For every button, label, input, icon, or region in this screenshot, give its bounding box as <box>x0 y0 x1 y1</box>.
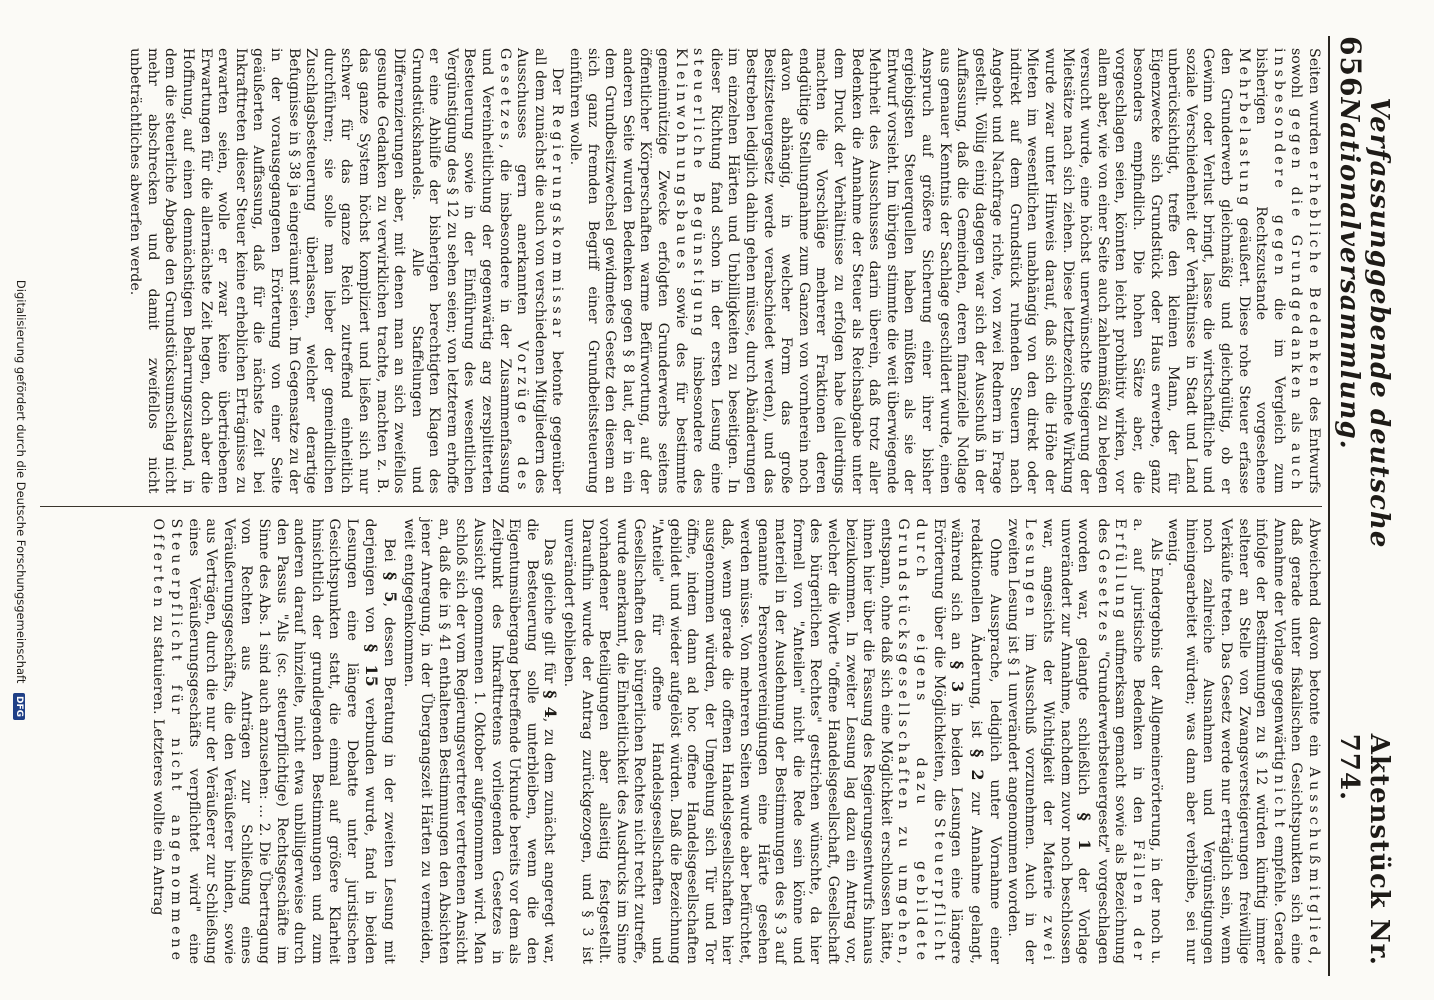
digitization-note <box>13 0 28 1000</box>
text-run: Ohne Aussprache, lediglich unter Vornahme einer redaktionellen Änderung, ist <box>967 518 1004 964</box>
running-title: Verfassunggebende deutsche Nationalversammlung. <box>1334 97 1394 549</box>
spaced-emphasis: Steuerpflicht für nicht angenommene Offerten <box>150 518 184 964</box>
text-run: , entspann, ohne daß sich eine Möglichkeit erschlossen hätte, ihnen hier über die Fassung des Regierungsentwurfs hinaus beizukommen. In zweiter Lesung lag dazu ein Antrag vor, welcher die Worte "offene Handelsgesellschaft, Gesellschaft des bürgerlichen Rechtes" gestrichen wünschte, da hier formell von "Anteilen" nicht die Rede sein könne und materiell in der Ausdehnung der Bestimmungen des § 3 auf genannte Personenvereinigungen eine Härte gesehen werden müsse. Von mehreren Seiten wurde aber befürchtet, daß, wenn gerade die offenen Handelsgesellschaften hier ausgenommen würden, der Umgehung sich Tür und Tor öffne, indem dann ad hoc offene Handelsgesellschaften gebildet und wieder aufgelöst würden. Daß die Bezeichnung "Anteile" für offene Handelsgesellschaften und Gesellschaften des bürgerlichen Rechtes nicht recht zutreffe, wurde anerkannt, die Einheitlichkeit des Ausdrucks im Sinne vorhandener Beteiligungen aber allseitig festgestellt. Daraufhin wurde der Antrag zurückgezogen, und § 3 ist unverändert geblieben. <box>561 518 912 964</box>
text-run: betonte gegenüber all dem zunächst die auch von verschiedenen Mitgliedern des Ausschusses gern anerkannten <box>514 48 566 494</box>
text-run: Der <box>549 67 566 105</box>
section-ref: § 5 <box>381 571 401 603</box>
text-run: Das gleiche gilt für <box>541 538 558 691</box>
spaced-emphasis: Mehrbelastung <box>1235 48 1252 210</box>
left-column <box>40 36 1322 506</box>
text-run: des Entwurfs sowohl <box>1288 48 1322 494</box>
paragraph <box>559 519 1003 965</box>
text-run: zur Annahme gelangt, während sich an <box>948 518 984 964</box>
paragraph <box>1164 519 1322 965</box>
spaced-emphasis: steuerliche Begünstigung <box>690 48 707 341</box>
text-run: geäußert. Diese rohe Steuer erfasse den Grunderwerb gleichmäßig und gleichgültig, ob er Gewinn oder Verlust bringt, lasse die wirtschaftliche und soziale Verschiedenheit der Verhältnisse in Stadt und Land unberücksichtigt, treffe den kleinen Mann, der für Eigenzwecke sich Grundstück oder Haus erwerbe, ganz besonders empfindlich. Die hohen Sätze aber, die vorgeschlagen seien, könnten leicht prohibitiv wirken, vor allem aber, wie von einer Seite auch zahlenmäßig zu belegen versucht wurde, eine höchst unerwünschte Steigerung der Mietsätze nach sich ziehen. Diese letztbezeichnete Wirkung wurde zwar unter Hinweis darauf, daß sich die Höhe der Mieten im wesentlichen unabhängig von den direkt oder indirekt auf dem Grundstück ruhenden Steuern nach Angebot und Nachfrage richte, von zwei Rednern in Frage gestellt. Völlig einig dagegen war sich der Ausschuß in der Auffassung, daß die Gemeinden, deren finanzielle Notlage aus genauer Kenntnis der Sachlage geschildert wurde, einen Anspruch auf größere Sicherung einer ihrer bisher ergiebigsten Steuerquellen haben müßten als sie der Entwurf vorsieht. Im übrigen stimmte die weit überwiegende Mehrheit des Ausschusses darin überein, daß trotz aller Bedenken die Annahme der Steuer als Reichsabgabe unter dem Druck der Verhältnisse zu erfolgen habe (allerdings machten die Vorschläge mehrerer Fraktionen deren endgültige Stellungnahme zum Ganzen von vornherein noch davon abhängig, in welcher Form das große Besitzsteuergesetz werde verabschiedet werden), und das Bestreben lediglich dahin gehen müsse, durch Abänderungen im einzelnen Härten und Unbilligkeiten zu beseitigen. In dieser Richtung fand schon in der ersten Lesung eine <box>707 48 1252 494</box>
paragraph <box>149 519 399 965</box>
text-run: insbesondere des <box>690 340 707 494</box>
section-ref: § 2 <box>967 748 987 781</box>
text-run: , daß gerade unter fiskalischen Gesichtspunkten sich eine Annahme der Vorlage gegenwärtig <box>1270 518 1322 964</box>
spaced-emphasis: Fällen der Erfüllung <box>1112 518 1147 964</box>
text-run: Als Endergebnis der Allgemeinerörterung, in der noch u. a. auf juristische Bedenken in den <box>1130 518 1164 964</box>
spaced-emphasis: Kleinwohnungsbaues <box>672 48 689 273</box>
spaced-emphasis: Vorzüge des Gesetzes <box>496 48 531 494</box>
right-column <box>40 506 1322 977</box>
spaced-emphasis: auch insbesondere gegen <box>1270 48 1305 494</box>
spaced-emphasis: zwei Lesungen <box>1022 518 1057 964</box>
spaced-emphasis: Steuerpflicht durch eigens dazu gebildete Grundstücksgesellschaften zu umgehen <box>895 518 947 964</box>
text-run: Bei <box>381 538 398 572</box>
spaced-emphasis: Gesetzes <box>1094 549 1111 646</box>
text-run: zu statuieren. Letzteres wollte ein Antrag <box>150 610 167 916</box>
section-ref: § 3 <box>948 660 968 693</box>
text-run: "Grunderwerbsteuergesetz" vorgeschlagen worden war, gelangte schließlich <box>1075 518 1111 964</box>
document-reference: Aktenstück Nr. 774. <box>1334 733 1394 966</box>
spaced-emphasis: Ausschußmitglied <box>1306 766 1322 960</box>
paragraph <box>1003 519 1163 965</box>
text-run: in beiden Lesungen eine längere Erörterung über die Möglichkeiten, die <box>930 518 965 964</box>
section-ref: § 1 <box>1075 812 1095 851</box>
spaced-emphasis: nicht <box>1270 774 1287 832</box>
spaced-emphasis: Regierungskommissar <box>549 104 566 341</box>
text-run: empfehle. Gerade infolge der Bestimmungen zu § 12 würden künftig immer seltener an Stelle von Zwangsversteigerungen freiwillige Verkäufe treten. Das Gesetz werde nur erträglich sein, wenn noch zahlreiche Ausnahmen und Vergünstigungen hineingearbeitet würden; was dann aber verbleibe, sei nur wenig. <box>1165 518 1287 964</box>
text-run: der Vorlage unverändert zur Annahme, nachdem zuvor noch beschlossen war, angesichts der Wichtigkeit der Materie <box>1040 518 1092 964</box>
text-run: , dessen Beratung in der zweiten Lesung mit derjenigen von <box>361 518 398 964</box>
text-run: , die insbesondere in der Zusammenfassung und Vereinheitlichung der gegenwärtig arg zersplitterten Besteuerung sowie in der Einführung des wesentlichen Vergünstigung des § 12 zu sehen seien; von letzterem erhoffe er eine Abhilfe der bisherigen berechtigten Klagen des Grundstückshandels. Alle Staffelungen und Differenzierungen aber, mit denen man an sich zweifellos gesunde Gedanken zu verwirklichen trachte, machten z. B. das ganze System höchst kompliziert und ließen sich nur schwer für das ganze Reich zutreffend einheitlich durchführen; sie solle man lieber der gemeindlichen Zuschlagsbesteuerung überlassen, welcher derartige Befugnisse in § 38 ja eingeräumt seien. Im Gegensatze zu der in der vorausgegangenen Erörterung von einer Seite geäußerten Auffassung, daß für die nächste Zeit bei Inkrafttreten dieser Steuer keine erheblichen Erträgnisse zu erwarten seien, wolle er zwar keine übertriebenen Erwartungen für die allernächste Zeit hegen, doch aber die Hoffnung, auf einen demnächstigen Beharrungszustand, in dem die steuerliche Abgabe den Grundstücksumschlag nicht mehr abschrecken und damit zweifellos nicht unbeträchtliches abwerfen werde. <box>127 48 513 494</box>
paragraph <box>399 519 559 965</box>
section-ref: § 4 <box>541 690 561 718</box>
spaced-emphasis: erhebliche Bedenken <box>1306 160 1322 391</box>
text-run: sowie des für bestimmte gemeinnützige Zwecke erfolgten Grunderwerbs seitens öffentlicher Körperschaften warme Befürwortung, auf der anderen Seite wurden Bedenken gegen § 8 laut, der in ein dem Grundbesitzwechsel gewidmetes Gesetz den diesem an sich ganz fremden Begriff einer Grundbeitssteuerung einführen wolle. <box>567 48 689 494</box>
dfg-logo: DFG <box>13 693 25 720</box>
digitization-note-text: Digitalisierung gefördert durch die Deutsche Forschungsgemeinschaft <box>14 279 28 684</box>
text-run: aufmerksam gemacht sowie als Bezeichnung des <box>1094 518 1129 964</box>
text-run: als <box>1288 402 1305 443</box>
page-header <box>1328 36 1394 976</box>
spaced-emphasis: gegen die Grundgedanken <box>1288 108 1305 403</box>
paragraph <box>126 48 566 494</box>
text-run: Abweichend davon betonte ein <box>1306 518 1322 767</box>
text-run: verbunden wurde, fand in beiden Lesungen eine längere Debatte unter juristischen Gesichtspunkten statt, die einmal auf größere Klarheit hinsichtlich der grundlegenden Bestimmungen und zum anderen darauf hinzielte, nicht etwa unbilligerweise durch den Passus "Als (sc. steuerpflichtige) Rechtsgeschäfte im Sinne des Abs. 1 sind auch anzusehen: ... 2. Die Übertragung von Rechten aus Anträgen zur Schließung eines Veräußerungsgeschäfts, die den Veräußerer binden, sowie aus Verträgen, durch die nur der Veräußerer zur Schließung eines Veräußerungsgeschäfts verpflichtet wird" eine <box>185 518 378 964</box>
text-run: , zu dem zunächst angeregt war, die Besteuerung solle unterbleiben, wenn die den Eigentumsübergang betreffende Urkunde bereits vor dem als Zeitpunkt des Inkrafttretens vorliegenden Gesetzes in Aussicht genommenen 1. Oktober aufgenommen wird. Man schloß sich der vom Regierungsvertreter vertretenen Ansicht an, daß die in § 41 enthaltenen Bestimmungen den Absichten jener Anregung, in der Übergangszeit Härten zu vermeiden, weit entgegenkommen. <box>400 518 558 965</box>
page-number: 656 <box>1334 36 1367 98</box>
section-ref: § 15 <box>361 643 381 687</box>
text-run: Seiten wurden <box>1306 48 1322 161</box>
text-run: im Ausschuß vorzunehmen. Auch in der zweiten Lesung ist § 1 unverändert angenommen worden. <box>1004 518 1039 964</box>
paragraph <box>565 48 1322 494</box>
text-columns <box>40 36 1322 976</box>
text-run: die im Vergleich zum bisherigen Rechtszustande vorgesehene <box>1253 48 1287 494</box>
